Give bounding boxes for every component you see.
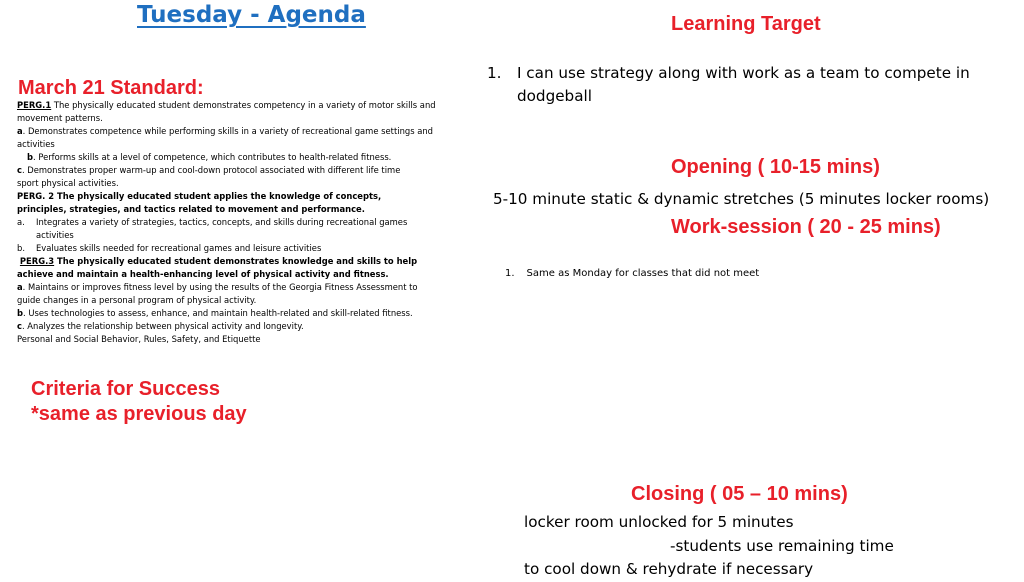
page-title: Tuesday - Agenda — [137, 2, 366, 28]
perg2-a-text: Integrates a variety of strategies, tactics, concepts, and skills during recreational games activities — [36, 217, 408, 240]
perg1-a — [17, 125, 457, 151]
perg3-b-text: . Uses technologies to assess, enhance, and maintain health-related and skill-related fitness. — [23, 308, 413, 318]
standard-heading: March 21 Standard: — [18, 77, 204, 99]
perg3-c-letter: c — [17, 321, 22, 331]
closing-line-3: to cool down & rehydrate if necessary — [524, 560, 814, 578]
perg1-paragraph — [17, 99, 457, 125]
learning-target-list — [487, 62, 997, 108]
perg2-text: PERG. 2 The physically educated student applies the knowledge of concepts, principles, strategies, and tactics related to movement and performance. — [17, 191, 382, 214]
opening-body: 5-10 minute static & dynamic stretches (5 minutes locker rooms) — [493, 190, 990, 208]
closing-heading: Closing ( 05 – 10 mins) — [631, 483, 848, 505]
perg3-a-letter: a — [17, 282, 23, 292]
closing-line-2: -students use remaining time — [670, 536, 894, 555]
perg3-b-letter: b — [17, 308, 23, 318]
criteria-for-success — [31, 377, 247, 427]
work-session-heading: Work-session ( 20 - 25 mins) — [671, 216, 941, 238]
perg3-a — [17, 281, 422, 307]
perg1-c — [17, 164, 417, 190]
closing-line-1: locker room unlocked for 5 minutes — [524, 513, 794, 531]
perg1-code: PERG.1 — [17, 100, 52, 110]
work-session-item-text: Same as Monday for classes that did not meet — [526, 268, 760, 279]
closing-body — [524, 511, 894, 582]
perg3-text: The physically educated student demonstrates knowledge and skills to help achieve and maintain a health-enhancing level of physical activity and fitness. — [17, 256, 418, 279]
list-number: 1. — [487, 64, 502, 82]
perg2-b — [17, 242, 457, 255]
perg1-c-letter: c — [17, 165, 22, 175]
perg1-b — [17, 151, 457, 164]
work-session-list — [505, 268, 759, 279]
personal-social-line: Personal and Social Behavior, Rules, Safety, and Etiquette — [17, 334, 261, 344]
perg3-c — [17, 320, 457, 333]
standard-body — [17, 99, 457, 346]
perg1-b-letter: b — [27, 152, 33, 162]
list-item — [487, 62, 997, 108]
perg2-a — [17, 216, 436, 242]
perg3-b — [17, 307, 457, 320]
perg1-text: The physically educated student demonstrates competency in a variety of motor skills and movement patterns. — [17, 100, 436, 123]
perg3-a-text: . Maintains or improves fitness level by using the results of the Georgia Fitness Assessment to guide changes in a personal program of physical activity. — [17, 282, 418, 305]
perg3-code: PERG.3 — [19, 256, 55, 266]
perg1-a-letter: a — [17, 126, 23, 136]
perg2-paragraph — [17, 190, 417, 216]
criteria-note: *same as previous day — [31, 403, 247, 425]
perg2-b-text: Evaluates skills needed for recreational games and leisure activities — [36, 243, 322, 253]
perg1-a-text: . Demonstrates competence while performing skills in a variety of recreational game settings and activities — [17, 126, 433, 149]
perg3-c-text: . Analyzes the relationship between physical activity and longevity. — [21, 321, 304, 331]
criteria-heading: Criteria for Success — [31, 378, 220, 400]
perg2-b-num: b. — [17, 243, 25, 253]
opening-heading: Opening ( 10-15 mins) — [671, 156, 880, 178]
perg1-b-text: . Performs skills at a level of competence, which contributes to health-related fitness. — [33, 152, 392, 162]
perg1-c-text: . Demonstrates proper warm-up and cool-down protocol associated with different life time sport physical activities. — [17, 165, 401, 188]
perg2-a-num: a. — [17, 217, 25, 227]
perg3-paragraph — [17, 255, 437, 281]
list-number: 1. — [505, 268, 515, 279]
learning-target-text: I can use strategy along with work as a team to compete in dodgeball — [517, 64, 970, 105]
learning-target-heading: Learning Target — [671, 13, 821, 35]
